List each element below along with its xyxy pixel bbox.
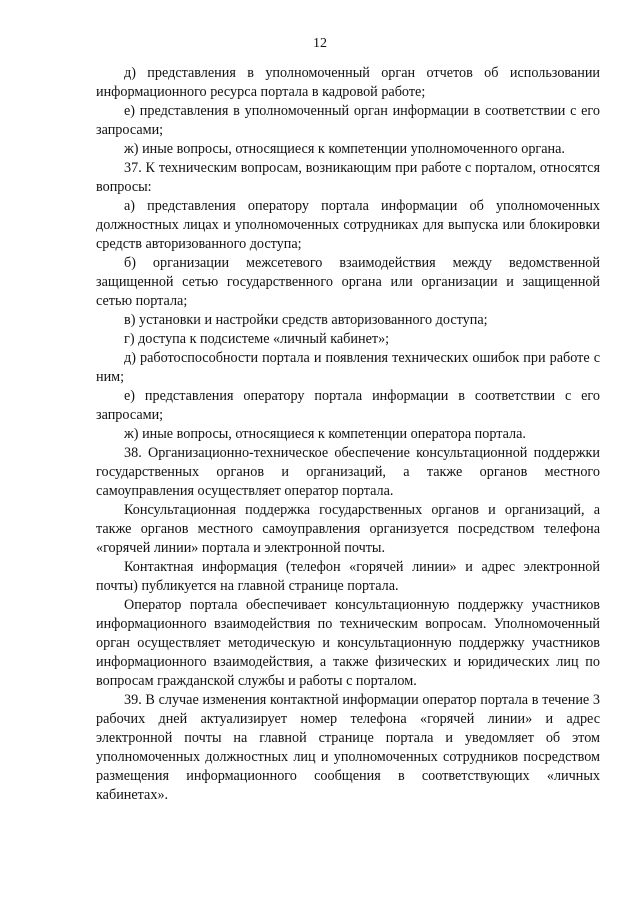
paragraph: Консультационная поддержка государственных органов и организаций, а также органов местного самоуправления организуется посредством телефона «горячей линии» портала и электронной почты. <box>96 502 600 556</box>
paragraph: е) представления оператору портала информации в соответствии с его запросами; <box>96 388 600 423</box>
document-body <box>96 64 600 805</box>
paragraph: в) установки и настройки средств авторизованного доступа; <box>124 312 488 328</box>
paragraph: 39. В случае изменения контактной информации оператор портала в течение 3 рабочих дней актуализирует номер телефона «горячей линии» и адрес электронной почты на главной странице портала и уведомляет об этом уполномоченных должностных лиц и уполномоченных сотрудников посредством размещения информационного сообщения в соответствующих «личных кабинетах». <box>96 692 600 803</box>
paragraph: ж) иные вопросы, относящиеся к компетенции уполномоченного органа. <box>124 141 565 157</box>
paragraph: ж) иные вопросы, относящиеся к компетенции оператора портала. <box>124 426 526 442</box>
paragraph: г) доступа к подсистеме «личный кабинет»; <box>124 331 390 347</box>
paragraph: 38. Организационно-техническое обеспечение консультационной поддержки государственных органов и организаций, а также органов местного самоуправления осуществляет оператор портала. <box>96 445 600 499</box>
paragraph: б) организации межсетевого взаимодействия между ведомственной защищенной сетью государственного органа или организации и защищенной сетью портала; <box>96 255 600 309</box>
paragraph: Оператор портала обеспечивает консультационную поддержку участников информационного взаимодействия по техническим вопросам. Уполномоченный орган осуществляет методическую и консультационную поддержку участников информационного взаимодействия, а также физических и юридических лиц по вопросам гражданской службы и работы с порталом. <box>96 597 600 689</box>
paragraph: 37. К техническим вопросам, возникающим при работе с порталом, относятся вопросы: <box>96 160 600 195</box>
paragraph: д) работоспособности портала и появления технических ошибок при работе с ним; <box>96 350 600 385</box>
paragraph: д) представления в уполномоченный орган отчетов об использовании информационного ресурса портала в кадровой работе; <box>96 65 600 100</box>
paragraph: е) представления в уполномоченный орган информации в соответствии с его запросами; <box>96 103 600 138</box>
paragraph: а) представления оператору портала информации об уполномоченных должностных лицах и уполномоченных сотрудниках для выпуска или блокировки средств авторизованного доступа; <box>96 198 600 252</box>
paragraph: Контактная информация (телефон «горячей линии» и адрес электронной почты) публикуется на главной странице портала. <box>96 559 600 594</box>
page-number: 12 <box>313 36 327 51</box>
